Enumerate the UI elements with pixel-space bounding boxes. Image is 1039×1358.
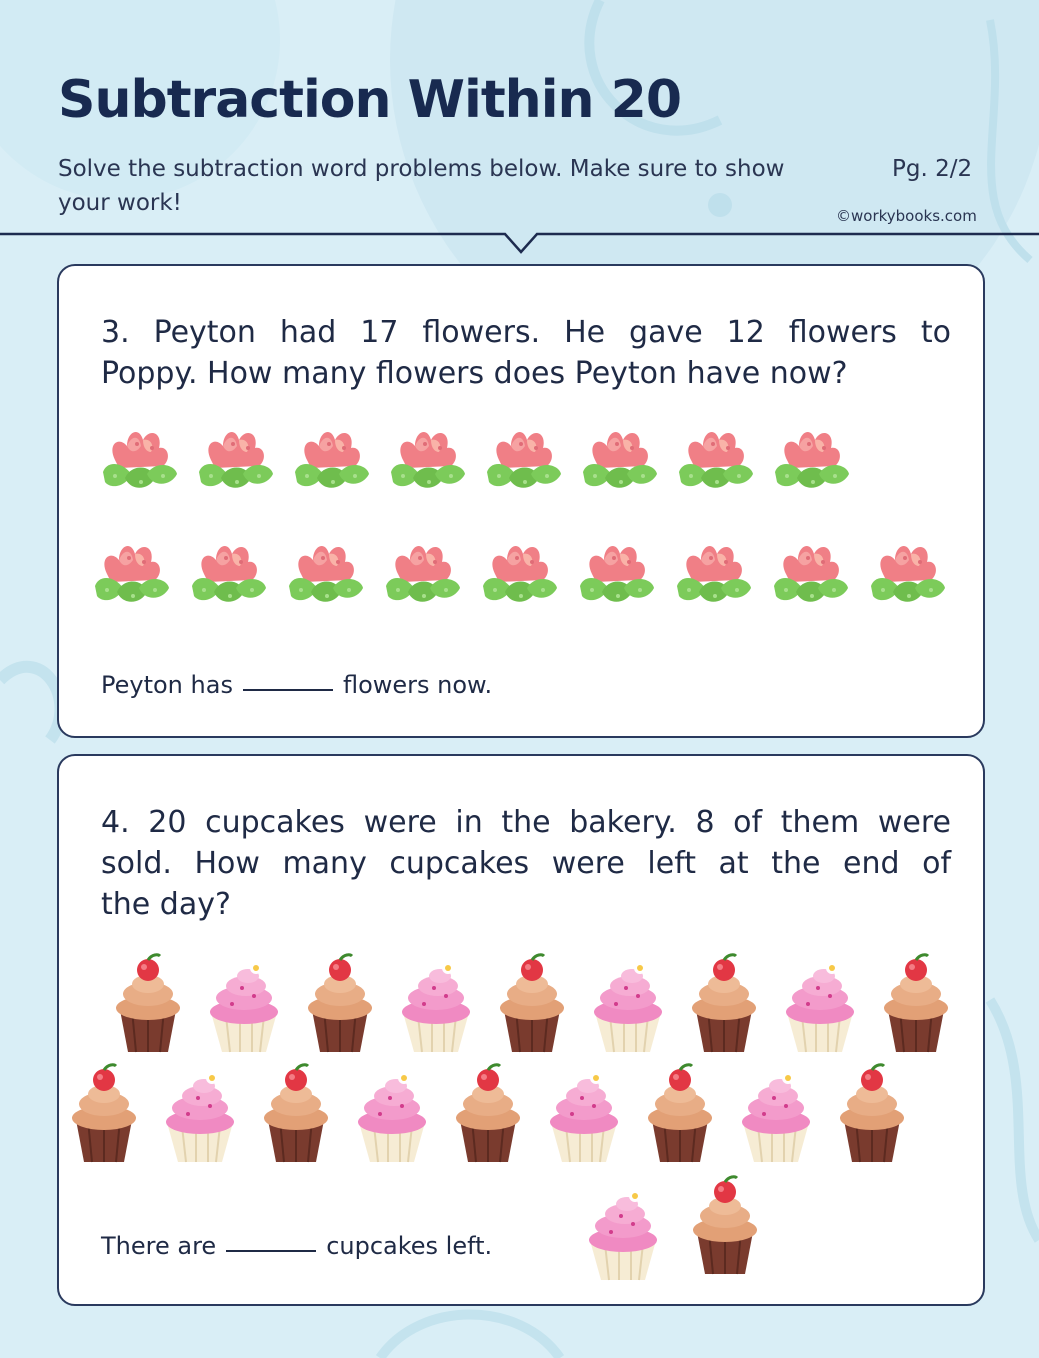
header-divider bbox=[0, 222, 1039, 258]
page-number: Pg. 2/2 bbox=[892, 156, 973, 182]
problem-3-question-line-2: Poppy. How many flowers does Peyton have now? bbox=[101, 356, 848, 391]
flower-icon bbox=[186, 530, 270, 618]
cherry-cupcake-icon bbox=[683, 1174, 767, 1282]
pink-cupcake-icon bbox=[586, 952, 670, 1060]
cherry-cupcake-icon bbox=[638, 1062, 722, 1170]
flower-icon bbox=[673, 416, 757, 504]
flower-icon bbox=[574, 530, 658, 618]
pink-cupcake-icon bbox=[158, 1062, 242, 1170]
problem-4-answer-before: There are bbox=[101, 1232, 217, 1260]
cherry-cupcake-icon bbox=[446, 1062, 530, 1170]
problem-3-card bbox=[57, 264, 985, 738]
problem-4-answer-blank[interactable] bbox=[226, 1249, 316, 1252]
cherry-cupcake-icon bbox=[62, 1062, 146, 1170]
flower-icon bbox=[671, 530, 755, 618]
pink-cupcake-icon bbox=[778, 952, 862, 1060]
pink-cupcake-icon bbox=[394, 952, 478, 1060]
problem-4-question-line-2: sold. How many cupcakes were left at the end of bbox=[101, 846, 951, 881]
copyright-notice: ©workybooks.com bbox=[836, 207, 977, 225]
flower-icon bbox=[283, 530, 367, 618]
cherry-cupcake-icon bbox=[254, 1062, 338, 1170]
problem-4-answer-after: cupcakes left. bbox=[326, 1232, 493, 1260]
flower-icon bbox=[289, 416, 373, 504]
instructions: Solve the subtraction word problems below. Make sure to show your work! bbox=[58, 156, 785, 216]
pink-cupcake-icon bbox=[734, 1062, 818, 1170]
flower-icon bbox=[481, 416, 565, 504]
cherry-cupcake-icon bbox=[874, 952, 958, 1060]
flower-icon bbox=[769, 416, 853, 504]
problem-3-question-line-1: 3. Peyton had 17 flowers. He gave 12 flowers to bbox=[101, 315, 951, 350]
flower-icon bbox=[385, 416, 469, 504]
problem-3-answer-after: flowers now. bbox=[342, 671, 493, 699]
cherry-cupcake-icon bbox=[682, 952, 766, 1060]
flower-icon bbox=[477, 530, 561, 618]
problem-3-answer-line bbox=[101, 671, 492, 699]
pink-cupcake-icon bbox=[581, 1180, 665, 1288]
cherry-cupcake-icon bbox=[298, 952, 382, 1060]
problem-4-card bbox=[57, 754, 985, 1306]
problem-3-answer-before: Peyton has bbox=[101, 671, 233, 699]
flower-icon bbox=[865, 530, 949, 618]
flower-icon bbox=[768, 530, 852, 618]
cherry-cupcake-icon bbox=[106, 952, 190, 1060]
problem-4-question-line-3: the day? bbox=[101, 887, 231, 922]
page-title: Subtraction Within 20 bbox=[58, 70, 682, 130]
problem-3-answer-blank[interactable] bbox=[243, 688, 333, 691]
worksheet-header bbox=[0, 0, 1039, 250]
pink-cupcake-icon bbox=[202, 952, 286, 1060]
flower-icon bbox=[193, 416, 277, 504]
flower-icon bbox=[577, 416, 661, 504]
problem-4-answer-line bbox=[101, 1232, 492, 1260]
flower-icon bbox=[380, 530, 464, 618]
flower-icon bbox=[97, 416, 181, 504]
problem-4-question-line-1: 4. 20 cupcakes were in the bakery. 8 of them were bbox=[101, 805, 951, 840]
pink-cupcake-icon bbox=[350, 1062, 434, 1170]
cherry-cupcake-icon bbox=[490, 952, 574, 1060]
pink-cupcake-icon bbox=[542, 1062, 626, 1170]
cherry-cupcake-icon bbox=[830, 1062, 914, 1170]
flower-icon bbox=[89, 530, 173, 618]
